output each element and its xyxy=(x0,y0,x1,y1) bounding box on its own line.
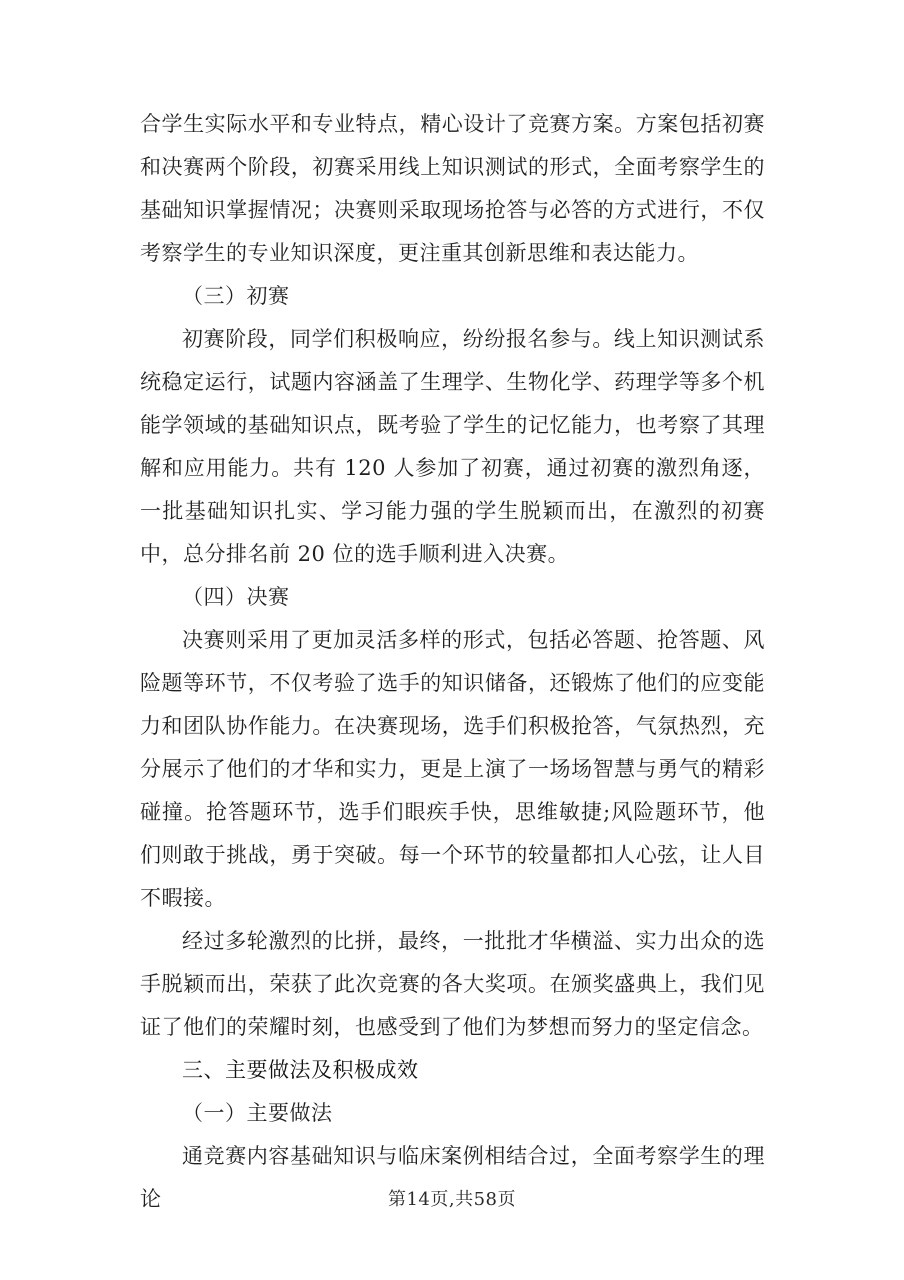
paragraph-scheme-design-continuation: 合学生实际水平和专业特点，精心设计了竞赛方案。方案包括初赛和决赛两个阶段，初赛采用线上知识测试的形式，全面考察学生的基础知识掌握情况；决赛则采取现场抢答与必答的方式进行，不仅考察学生的专业知识深度，更注重其创新思维和表达能力。 xyxy=(140,112,765,265)
document-body xyxy=(140,103,765,1221)
heading-section-1-main-practices: （一）主要做法 xyxy=(182,1101,333,1125)
paragraph-awards: 经过多轮激烈的比拼，最终，一批批才华横溢、实力出众的选手脱颖而出，荣获了此次竞赛的各大奖项。在颁奖盛典上，我们见证了他们的荣耀时刻，也感受到了他们为梦想而努力的坚定信念。 xyxy=(140,929,765,1039)
heading-section-3-preliminary-round: （三）初赛 xyxy=(182,284,290,308)
heading-chapter-3-main-practices: 三、主要做法及积极成效 xyxy=(182,1058,419,1082)
page-number-footer: 第14页,共58页 xyxy=(387,1189,517,1210)
paragraph-competition-content: 通竞赛内容基础知识与临床案例相结合过，全面考察学生的理论 xyxy=(140,1144,765,1211)
heading-section-4-final-round: （四）决赛 xyxy=(182,585,290,609)
paragraph-preliminary-round: 初赛阶段，同学们积极响应，纷纷报名参与。线上知识测试系统稳定运行，试题内容涵盖了生理学、生物化学、药理学等多个机能学领域的基础知识点，既考验了学生的记忆能力，也考察了其理解和应用能力。共有 120 人参加了初赛，通过初赛的激烈角逐，一批基础知识扎实、学习能力强的学生脱颖而出，在激烈的初赛中，总分排名前 20 位的选手顺利进入决赛。 xyxy=(140,327,765,566)
paragraph-final-round: 决赛则采用了更加灵活多样的形式，包括必答题、抢答题、风险题等环节，不仅考验了选手的知识储备，还锻炼了他们的应变能力和团队协作能力。在决赛现场，选手们积极抢答，气氛热烈，充分展示了他们的才华和实力，更是上演了一场场智慧与勇气的精彩碰撞。抢答题环节，选手们眼疾手快，思维敏捷;风险题环节，他们则敢于挑战，勇于突破。每一个环节的较量都扣人心弦，让人目不暇接。 xyxy=(140,628,765,910)
